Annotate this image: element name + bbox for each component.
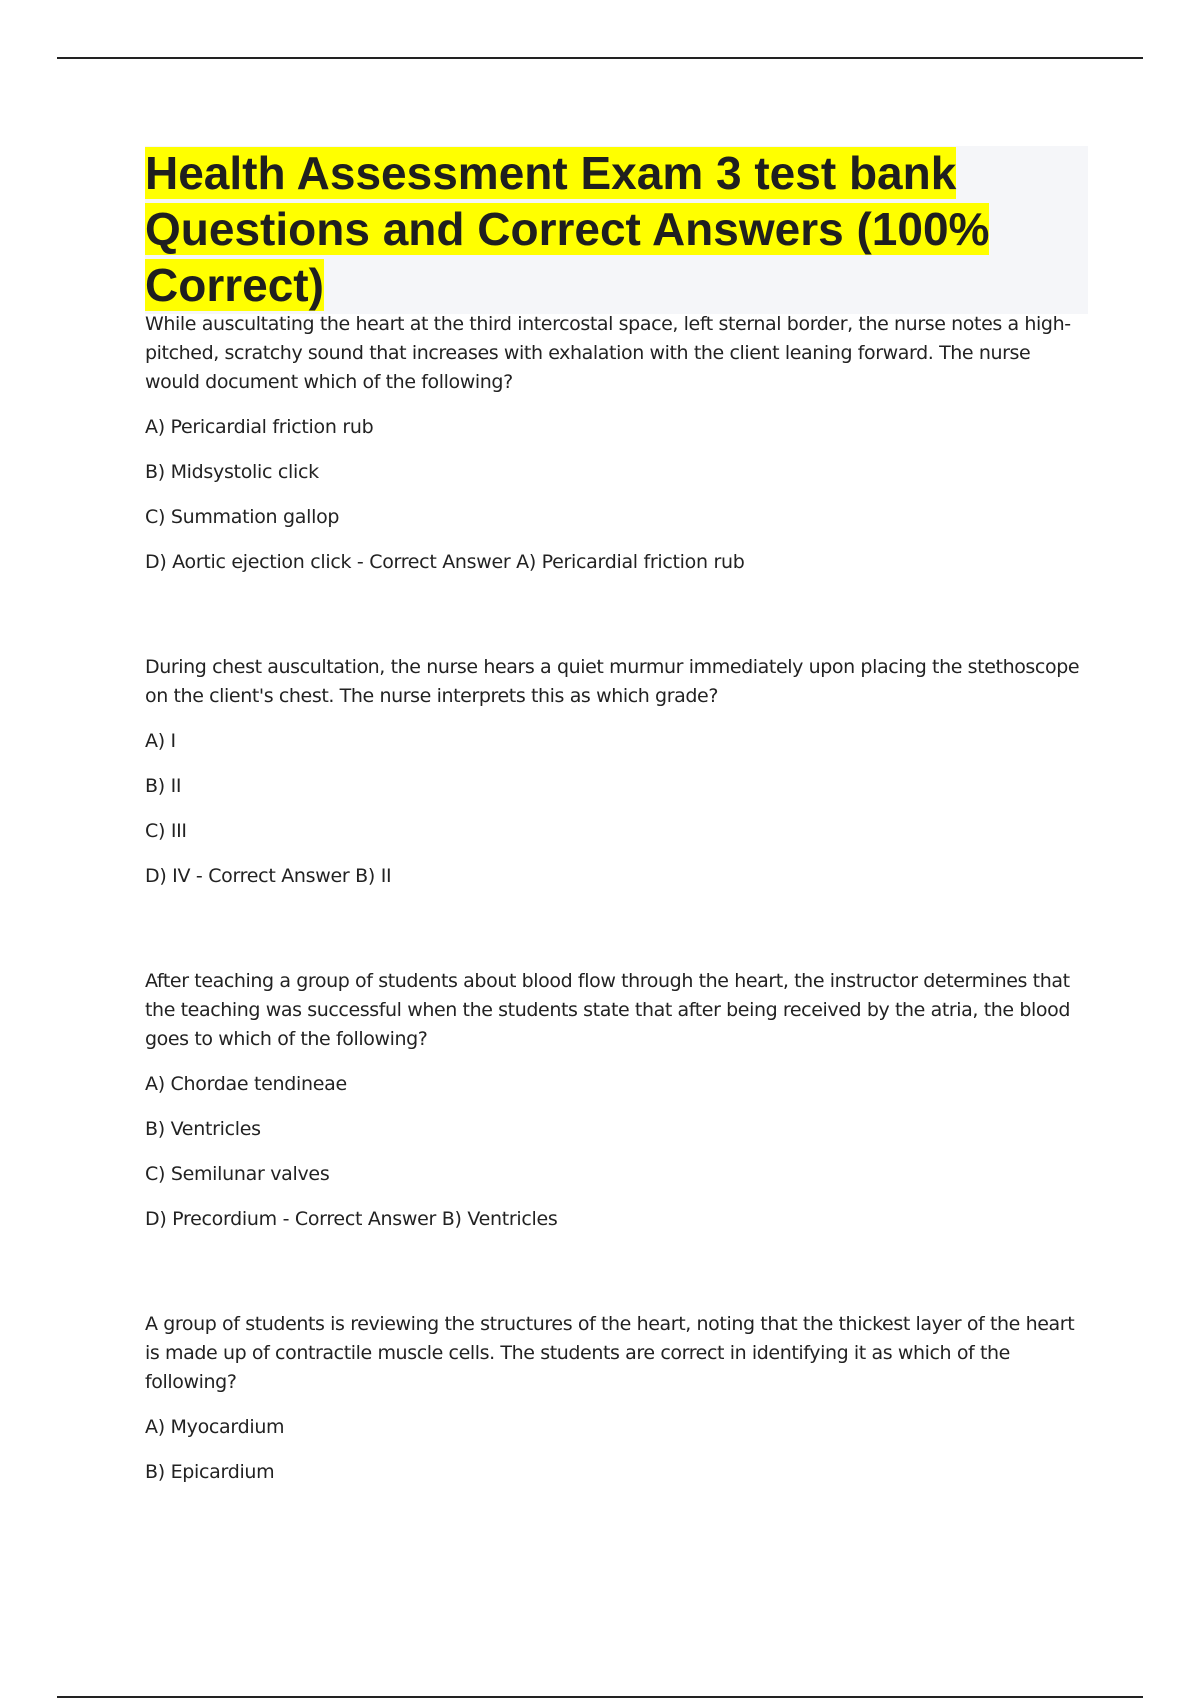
answer-option-with-correct-answer: D) IV - Correct Answer B) II (145, 865, 392, 887)
question-stem: While auscultating the heart at the third intercostal space, left sternal border, the nurse notes a high-pitched, scratchy sound that increases with exhalation with the client leaning forward. The nurse would document which of the following? (145, 313, 1071, 393)
answer-option: A) Pericardial friction rub (145, 416, 374, 438)
answer-option: B) Ventricles (145, 1118, 261, 1140)
question-stem: During chest auscultation, the nurse hears a quiet murmur immediately upon placing the stethoscope on the client's chest. The nurse interprets this as which grade? (145, 656, 1080, 707)
question-stem: A group of students is reviewing the structures of the heart, noting that the thickest layer of the heart is made up of contractile muscle cells. The students are correct in identifying it as which of the following? (145, 1313, 1075, 1393)
question-spacer (145, 591, 1090, 653)
question-1 (145, 310, 1090, 577)
answer-option: C) Summation gallop (145, 506, 340, 528)
answer-option: B) Epicardium (145, 1461, 275, 1483)
answer-option-with-correct-answer: D) Precordium - Correct Answer B) Ventricles (145, 1208, 558, 1230)
answer-option: A) I (145, 730, 176, 752)
answer-option: A) Chordae tendineae (145, 1073, 347, 1095)
document-title-text: Health Assessment Exam 3 test bank Questions and Correct Answers (100% Correct) (145, 147, 990, 311)
question-2 (145, 653, 1090, 891)
answer-option: A) Myocardium (145, 1416, 285, 1438)
question-4 (145, 1310, 1090, 1487)
question-3 (145, 967, 1090, 1234)
question-spacer (145, 905, 1090, 967)
answer-option-with-correct-answer: D) Aortic ejection click - Correct Answer A) Pericardial friction rub (145, 551, 745, 573)
top-divider (57, 57, 1143, 59)
answer-option: B) Midsystolic click (145, 461, 319, 483)
answer-option: B) II (145, 775, 182, 797)
document-title (145, 145, 1075, 313)
question-spacer (145, 1248, 1090, 1310)
bottom-divider (57, 1696, 1143, 1698)
question-list (145, 310, 1090, 1501)
answer-option: C) Semilunar valves (145, 1163, 330, 1185)
answer-option: C) III (145, 820, 187, 842)
question-stem: After teaching a group of students about blood flow through the heart, the instructor determines that the teaching was successful when the students state that after being received by the atria, the blood goes to which of the following? (145, 970, 1070, 1050)
